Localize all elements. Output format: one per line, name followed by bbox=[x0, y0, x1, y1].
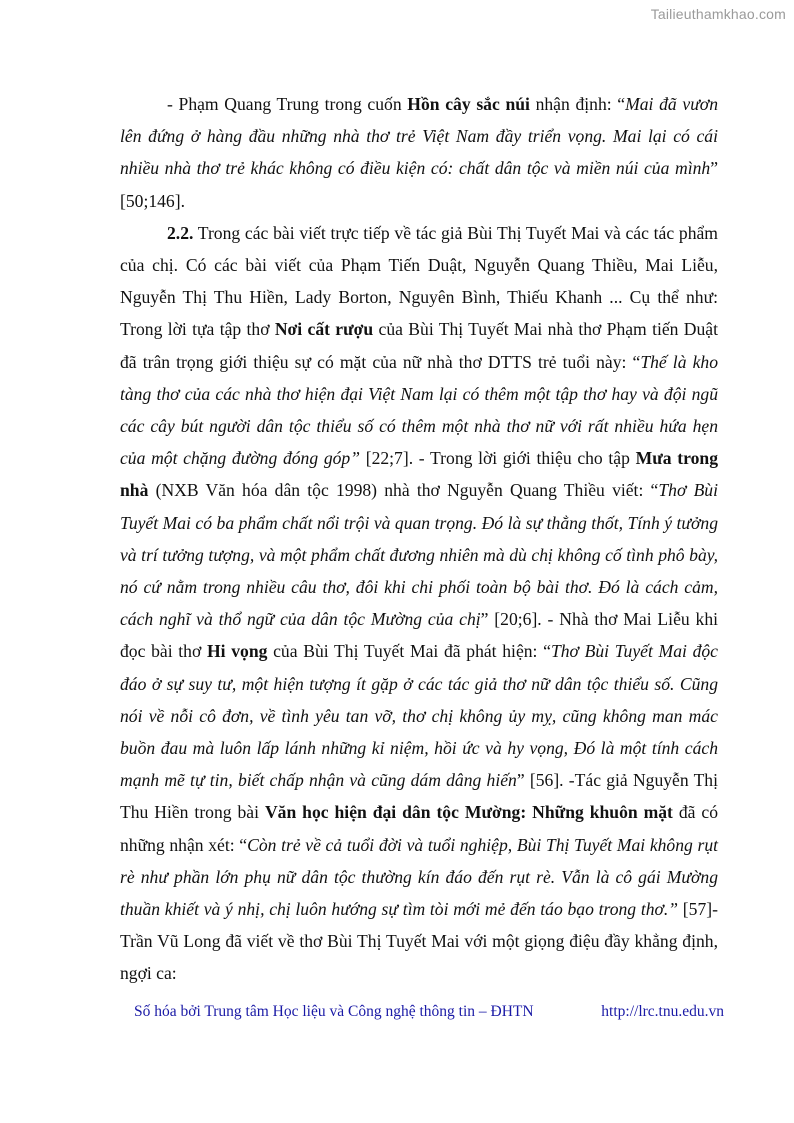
text-segment: [22;7]. - Trong lời giới thiệu cho tập bbox=[360, 448, 636, 469]
book-title: Nơi cất rượu bbox=[274, 319, 374, 340]
section-number: 2.2. bbox=[167, 222, 194, 243]
citation: ” [50;146]. bbox=[120, 158, 718, 211]
text-segment: của Bùi Thị Tuyết Mai nhà thơ Phạm tiến Duật đã trân trọng giới thiệu sự có mặt của nữ nhà thơ DTTS trẻ tuổi này: “ bbox=[120, 319, 718, 372]
paragraph-1 bbox=[120, 88, 718, 217]
text-segment: ” [56]. -Tác giả Nguyễn Thị Thu Hiền trong bài bbox=[120, 770, 718, 823]
article-title: Văn học hiện đại dân tộc Mường: Những khuôn mặt bbox=[264, 802, 673, 823]
footer-credit: Số hóa bởi Trung tâm Học liệu và Công nghệ thông tin – ĐHTN bbox=[134, 1003, 534, 1020]
text-segment: - Phạm Quang Trung trong cuốn bbox=[167, 94, 408, 114]
text-segment: [57]- Trần Vũ Long đã viết về thơ Bùi Thị Tuyết Mai với một giọng điệu đầy khẳng định, ngợi ca: bbox=[120, 899, 718, 984]
watermark-text: Tailieuthamkhao.com bbox=[650, 6, 786, 22]
document-body bbox=[120, 88, 718, 990]
quotation: Còn trẻ về cả tuổi đời và tuổi nghiệp, Bùi Thị Tuyết Mai không rụt rè như phần lớn phụ nữ dân tộc thường kín đáo đến rụt rè. Vẫn là cô gái Mường thuần khiết và ý nhị, chị luôn hướng sự tìm tòi mới mẻ đến táo bạo trong thơ.” bbox=[120, 834, 719, 920]
text-segment: ” [20;6]. - Nhà thơ Mai Liễu khi đọc bài thơ bbox=[120, 609, 719, 662]
footer-url: http://lrc.tnu.edu.vn bbox=[601, 1003, 724, 1020]
paragraph-2 bbox=[120, 217, 718, 990]
quotation: Mai đã vươn lên đứng ở hàng đầu những nhà thơ trẻ Việt Nam đầy triển vọng. Mai lại có cái nhiều nhà thơ trẻ khác không có điều kiện có: chất dân tộc và miền núi của mình bbox=[120, 94, 718, 179]
text-segment: của Bùi Thị Tuyết Mai đã phát hiện: “ bbox=[267, 641, 551, 662]
text-segment: (NXB Văn hóa dân tộc 1998) nhà thơ Nguyễn Quang Thiều viết: “ bbox=[148, 480, 659, 501]
quotation: Thơ Bùi Tuyết Mai có ba phẩm chất nổi trội và quan trọng. Đó là sự thẳng thốt, Tính ý tưởng và trí tưởng tượng, và một phẩm chất đương nhiên mà dù chị không cố tình phô bày, nó cứ nằm trong nhiều câu thơ, đôi khi chi phối toàn bộ bài thơ. Đó là cách cảm, cách nghĩ và thổ ngữ của dân tộc Mường của chị bbox=[120, 480, 718, 630]
book-title: Mưa trong nhà bbox=[120, 448, 719, 501]
page-footer bbox=[134, 1003, 724, 1021]
poem-title: Hi vọng bbox=[206, 641, 268, 662]
quotation: Thế là kho tàng thơ của các nhà thơ hiện đại Việt Nam lại có thêm một tập thơ hay và đội ngũ các cây bút người dân tộc thiểu số có thêm một nhà thơ nữ với rất nhiều hứa hẹn của một chặng đường đóng góp” bbox=[120, 351, 718, 469]
quotation: Thơ Bùi Tuyết Mai độc đáo ở sự suy tư, một hiện tượng ít gặp ở các tác giả thơ nữ dân tộc thiểu số. Cũng nói về nỗi cô đơn, về tình yêu tan vỡ, thơ chị không ủy mỵ, cũng không man mác buồn đau mà luôn lấp lánh những kỉ niệm, hồi ức và hy vọng, Đó là một tính cách mạnh mẽ tự tin, biết chấp nhận và cũng dám dâng hiến bbox=[120, 641, 718, 791]
text-segment: Trong các bài viết trực tiếp về tác giả Bùi Thị Tuyết Mai và các tác phẩm của chị. Có các bài viết của Phạm Tiến Duật, Nguyễn Quang Thiều, Mai Liễu, Nguyễn Thị Thu Hiền, Lady Borton, Nguyên Bình, Thiếu Khanh ... Cụ thể như: Trong lời tựa tập thơ bbox=[120, 222, 718, 340]
text-segment: đã có những nhận xét: “ bbox=[120, 802, 719, 855]
text-segment: nhận định: “ bbox=[529, 94, 626, 114]
book-title: Hồn cây sắc núi bbox=[407, 94, 530, 114]
